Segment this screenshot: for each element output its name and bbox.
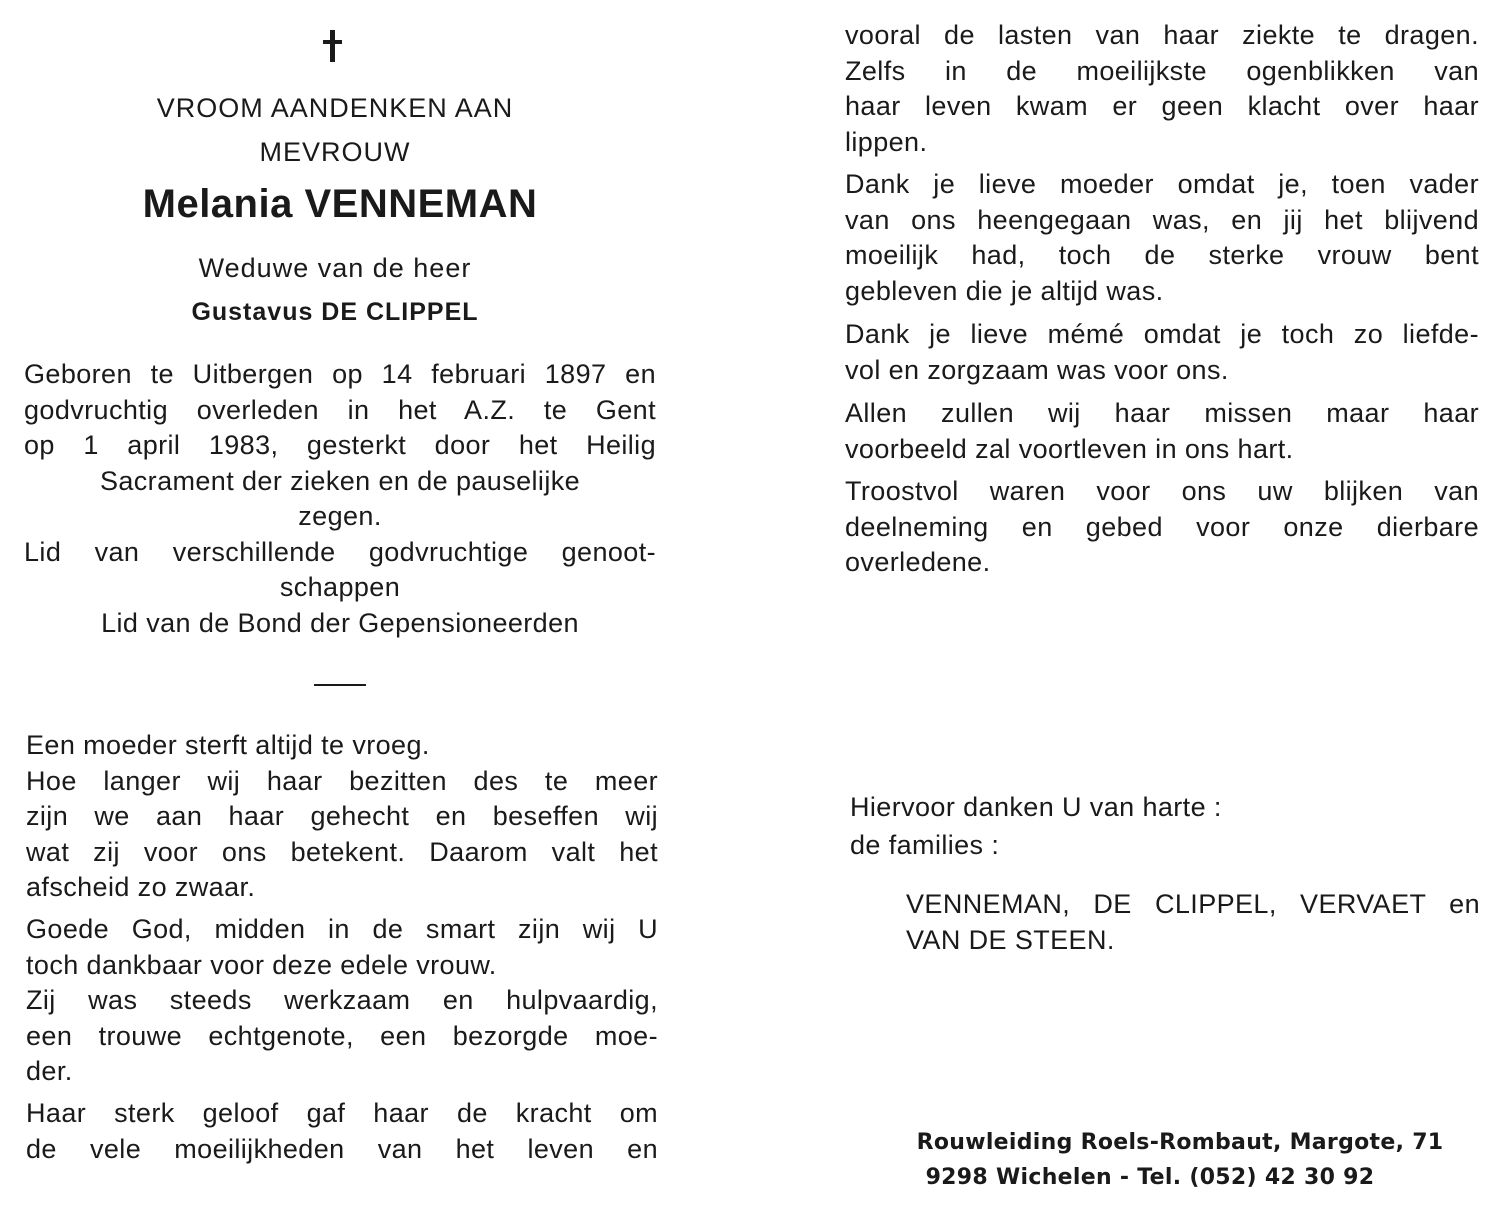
right-paragraph xyxy=(845,167,1479,309)
bio-block xyxy=(24,357,656,641)
text-line: voorbeeld zal voortleven in ons hart. xyxy=(845,433,1294,464)
text-line: vooral de lasten van haar ziekte te dragen. xyxy=(845,20,1479,50)
right-paragraph xyxy=(845,317,1479,388)
text-line: haar leven kwam er geen klacht over haar xyxy=(845,91,1479,121)
thanks-line: Hiervoor danken U van harte : xyxy=(850,792,1222,822)
text-line: der. xyxy=(26,1056,73,1086)
right-panel xyxy=(820,0,1500,1216)
text-line: Hoe langer wij haar bezitten des te meer xyxy=(26,765,658,796)
text-line: moeilijk had, toch de sterke vrouw bent xyxy=(845,240,1479,270)
text-line: Haar sterk geloof gaf haar de kracht om xyxy=(26,1098,658,1128)
left-paragraph xyxy=(26,912,658,1090)
husband-name: Gustavus DE CLIPPEL xyxy=(191,298,479,326)
bio-line: Geboren te Uitbergen op 14 februari 1897 en xyxy=(24,359,656,389)
text-line: Troostvol waren voor ons uw blijken van xyxy=(845,476,1479,506)
left-panel xyxy=(0,0,680,1216)
families-line: VENNEMAN, DE CLIPPEL, VERVAET en xyxy=(906,889,1480,919)
text-line: Dank je lieve mémé omdat je toch zo liefde- xyxy=(845,319,1479,349)
families-label: de families : xyxy=(850,830,1000,860)
text-line: toch dankbaar voor deze edele vrouw. xyxy=(26,949,497,980)
text-line: Dank je lieve moeder omdat je, toen vader xyxy=(845,169,1479,199)
bio-line: op 1 april 1983, gesterkt door het Heilig xyxy=(24,430,656,460)
text-line: vol en zorgzaam was voor ons. xyxy=(845,354,1229,385)
text-line: Een moeder sterft altijd te vroeg. xyxy=(26,730,430,760)
funeral-director-contact: 9298 Wichelen - Tel. (052) 42 30 92 xyxy=(925,1165,1375,1190)
text-line: gebleven die je altijd was. xyxy=(845,275,1164,306)
bio-line: Lid van verschillende godvruchtige genoot- xyxy=(24,536,656,567)
text-line: van ons heengegaan was, en jij het blijvend xyxy=(845,204,1479,235)
text-line: lippen. xyxy=(845,126,928,157)
header-line-2: MEVROUW xyxy=(259,137,411,167)
text-line: Zij was steeds werkzaam en hulpvaardig, xyxy=(26,985,658,1015)
right-paragraph xyxy=(845,474,1479,581)
bio-line: Lid van de Bond der Gepensioneerden xyxy=(101,607,579,638)
bio-line: zegen. xyxy=(298,501,382,531)
text-line: de vele moeilijkheden van het leven en xyxy=(26,1133,658,1164)
divider xyxy=(314,684,366,686)
widow-of-label: Weduwe van de heer xyxy=(198,253,472,283)
families-block xyxy=(906,887,1480,958)
families-line: VAN DE STEEN. xyxy=(906,924,1115,955)
text-line: Zelfs in de moeilijkste ogenblikken van xyxy=(845,55,1479,86)
cross-icon xyxy=(318,30,348,64)
left-paragraph xyxy=(26,728,658,906)
bio-line: godvruchtig overleden in het A.Z. te Gent xyxy=(24,394,656,425)
bio-line: Sacrament der zieken en de pauselijke xyxy=(99,465,581,496)
text-line: zijn we aan haar gehecht en beseffen wij xyxy=(26,801,658,831)
deceased-name: Melania VENNEMAN xyxy=(142,182,538,226)
bio-line: schappen xyxy=(279,572,401,602)
text-line: overledene. xyxy=(845,547,991,577)
text-line: deelneming en gebed voor onze dierbare xyxy=(845,511,1479,542)
header-line-1: VROOM AANDENKEN AAN xyxy=(156,93,514,123)
right-paragraph xyxy=(845,396,1479,467)
text-line: Allen zullen wij haar missen maar haar xyxy=(845,398,1479,428)
right-paragraph xyxy=(845,18,1479,160)
funeral-director-name: Rouwleiding Roels-Rombaut, Margote, 71 xyxy=(916,1130,1444,1155)
text-line: een trouwe echtgenote, een bezorgde moe- xyxy=(26,1020,658,1051)
text-line: afscheid zo zwaar. xyxy=(26,872,256,902)
text-line: Goede God, midden in de smart zijn wij U xyxy=(26,914,658,944)
left-paragraph xyxy=(26,1096,658,1167)
text-line: wat zij voor ons betekent. Daarom valt het xyxy=(26,836,658,867)
